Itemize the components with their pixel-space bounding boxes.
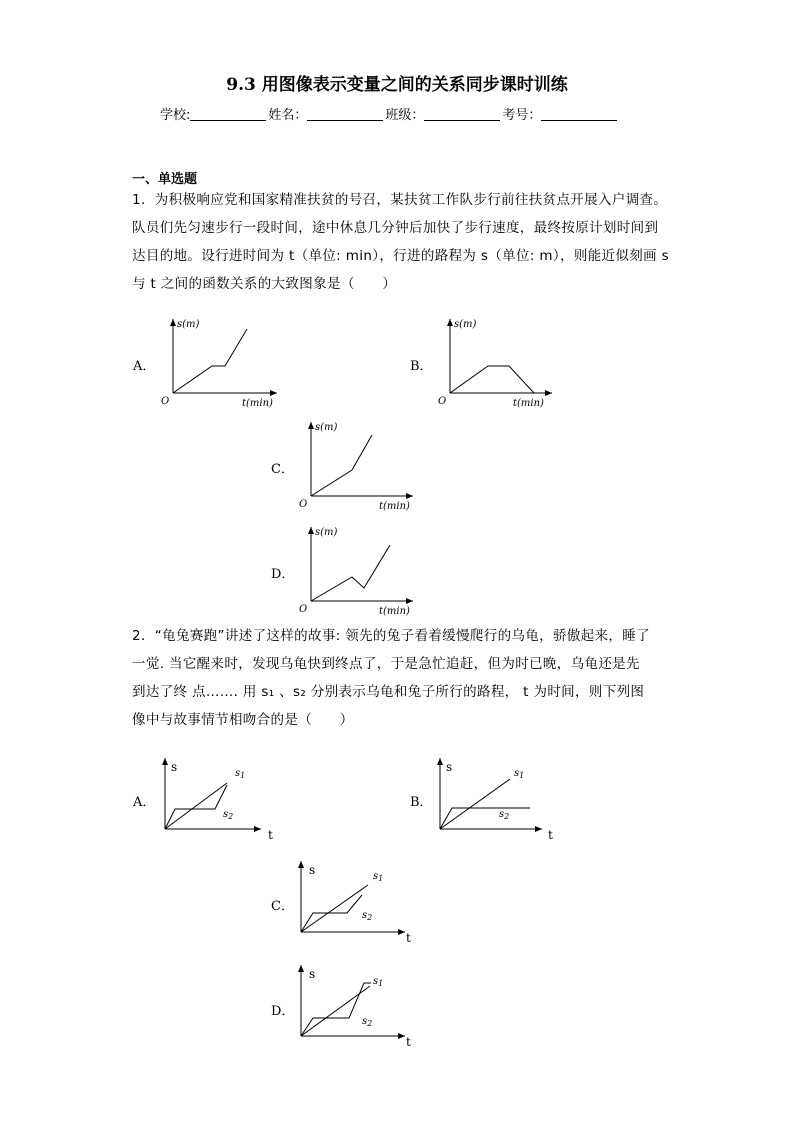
distance-curve	[311, 435, 372, 496]
q1-option-a-graph	[155, 315, 280, 410]
q2-option-c-graph	[293, 858, 418, 948]
y-axis-label: s(m)	[315, 527, 338, 538]
q2-option-a-graph	[155, 755, 280, 845]
y-axis-arrow	[170, 319, 176, 326]
y-axis-arrow	[308, 527, 314, 534]
x-axis-arrow	[406, 598, 413, 604]
school-label: 学校:	[160, 108, 191, 123]
y-axis-arrow	[298, 861, 304, 868]
y-axis-arrow	[437, 758, 443, 765]
tortoise-line	[165, 783, 227, 829]
q1-option-b-label[interactable]: B．	[410, 359, 433, 374]
origin-label: O	[438, 396, 447, 407]
y-axis-label: s	[309, 863, 316, 877]
question-1-line: 达目的地。设行进时间为 t（单位: min），行进的路程为 s（单位: m），则能近似刻画 s	[132, 248, 669, 264]
question-2-line: 到达了终 点……. 用 s₁ 、s₂ 分别表示乌龟和兔子所行的路程， t 为时间，则下列图	[132, 684, 645, 700]
class-label: 班级：	[385, 108, 425, 123]
s2-label: $s_2$	[223, 809, 234, 821]
q2-option-c-label[interactable]: C．	[271, 899, 294, 914]
student-info-line	[160, 104, 619, 123]
question-2-line: 2．“龟兔赛跑”讲述了这样的故事: 领先的兔子看着缓慢爬行的乌龟，骄傲起来，睡了	[132, 628, 650, 644]
section-title: 一、单选题	[132, 172, 198, 187]
s1-label: $s_1$	[373, 976, 384, 988]
x-axis-label: t(min)	[379, 501, 410, 512]
y-axis-arrow	[162, 758, 168, 765]
y-axis-label: s	[309, 967, 316, 981]
q1-option-a-label[interactable]: A．	[133, 359, 156, 374]
q2-option-b-graph	[432, 755, 557, 845]
y-axis-arrow	[447, 319, 453, 326]
x-axis-arrow	[535, 826, 542, 832]
s1-label: $s_1$	[373, 871, 384, 883]
school-blank[interactable]	[190, 108, 266, 121]
tortoise-line	[440, 779, 510, 829]
s2-label: $s_2$	[499, 809, 510, 821]
name-label: 姓名：	[268, 108, 308, 123]
x-axis-label: t	[548, 828, 553, 842]
page-title: 9.3 用图像表示变量之间的关系同步课时训练	[226, 75, 568, 95]
q2-option-a-label[interactable]: A．	[133, 795, 156, 810]
y-axis-label: s(m)	[315, 422, 338, 433]
origin-label: O	[161, 396, 170, 407]
x-axis-arrow	[270, 390, 277, 396]
question-2-text	[132, 622, 650, 734]
x-axis-label: t	[406, 1035, 411, 1049]
distance-curve	[450, 366, 534, 393]
y-axis-label: s	[171, 760, 178, 774]
distance-curve	[311, 545, 390, 601]
question-2-line: 一觉. 当它醒来时，发现乌龟快到终点了，于是急忙追赶，但为时已晚，乌龟还是先	[132, 656, 640, 672]
q2-option-d-label[interactable]: D．	[271, 1004, 295, 1019]
x-axis-label: t(min)	[379, 606, 410, 617]
question-2-line: 像中与故事情节相吻合的是（ ）	[132, 712, 354, 728]
tortoise-line	[301, 885, 368, 932]
y-axis-label: s(m)	[454, 319, 477, 330]
q2-option-d-graph	[293, 962, 418, 1052]
q2-option-b-label[interactable]: B．	[410, 795, 433, 810]
distance-curve	[173, 329, 247, 393]
x-axis-arrow	[254, 826, 261, 832]
q1-option-b-graph	[432, 315, 557, 410]
question-1-line: 与 t 之间的函数关系的大致图象是（ ）	[132, 276, 397, 292]
y-axis-arrow	[298, 965, 304, 972]
s1-label: $s_1$	[235, 768, 246, 780]
q1-option-c-label[interactable]: C．	[271, 462, 294, 477]
x-axis-label: t	[406, 931, 411, 945]
number-label: 考号：	[502, 108, 542, 123]
question-1-text	[132, 186, 669, 298]
q1-option-d-label[interactable]: D．	[271, 567, 295, 582]
number-blank[interactable]	[541, 108, 617, 121]
q1-option-d-graph	[293, 523, 418, 618]
class-blank[interactable]	[424, 108, 500, 121]
q1-option-c-graph	[293, 418, 418, 513]
hare-line	[301, 895, 362, 932]
name-blank[interactable]	[307, 108, 383, 121]
y-axis-label: s(m)	[177, 319, 200, 330]
s2-label: $s_2$	[362, 1016, 373, 1028]
question-1-line: 队员们先匀速步行一段时间，途中休息几分钟后加快了步行速度，最终按原计划时间到	[132, 220, 659, 236]
origin-label: O	[299, 499, 308, 510]
y-axis-arrow	[308, 422, 314, 429]
hare-line	[440, 808, 530, 829]
origin-label: O	[299, 604, 308, 615]
s2-label: $s_2$	[362, 910, 373, 922]
s1-label: $s_1$	[514, 768, 525, 780]
y-axis-label: s	[446, 760, 453, 774]
x-axis-label: t	[268, 828, 273, 842]
question-1-line: 1．为积极响应党和国家精准扶贫的号召，某扶贫工作队步行前往扶贫点开展入户调查。	[132, 192, 668, 208]
x-axis-label: t(min)	[242, 398, 273, 409]
x-axis-arrow	[545, 390, 552, 396]
x-axis-arrow	[406, 493, 413, 499]
x-axis-label: t(min)	[513, 398, 544, 409]
x-axis-arrow	[398, 929, 405, 935]
x-axis-arrow	[398, 1033, 405, 1039]
